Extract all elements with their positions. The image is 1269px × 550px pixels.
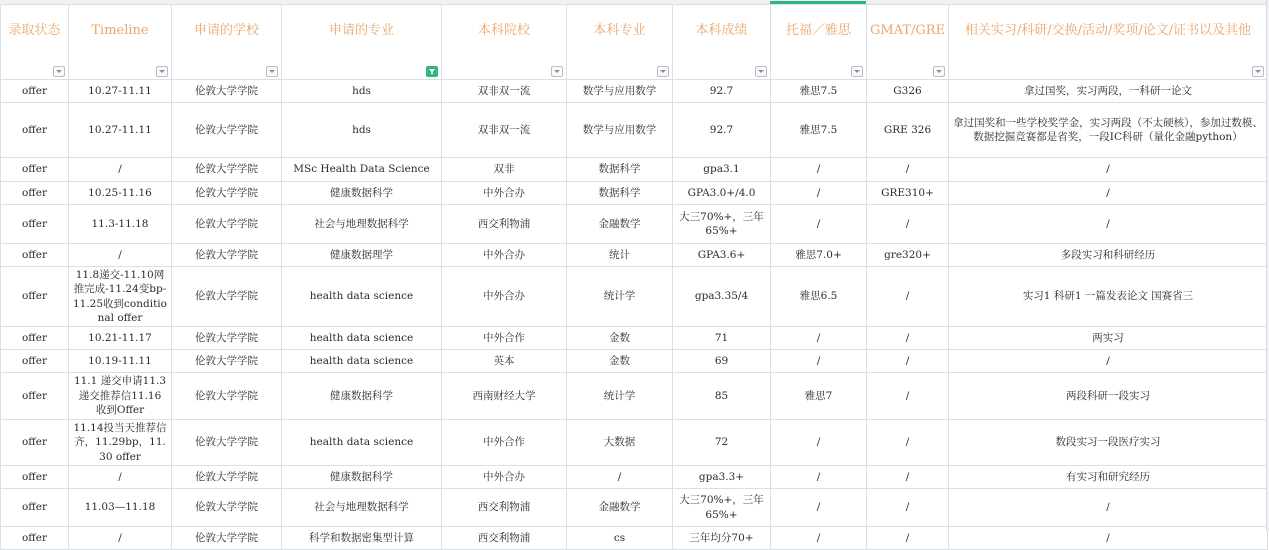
table-cell[interactable]: 伦敦大学学院: [172, 327, 282, 350]
table-cell[interactable]: 英本: [442, 350, 567, 373]
table-row: [1, 489, 1268, 527]
table-cell[interactable]: /: [949, 350, 1268, 373]
column-header[interactable]: [673, 5, 771, 80]
table-cell[interactable]: 统计: [567, 244, 673, 267]
table-cell[interactable]: 11.8递交-11.10网推完成-11.24变bp-11.25收到conditional offer: [69, 267, 172, 327]
filter-dropdown-icon[interactable]: [156, 66, 168, 77]
table-cell[interactable]: GPA3.6+: [673, 244, 771, 267]
table-cell[interactable]: /: [69, 466, 172, 489]
table-cell[interactable]: offer: [1, 350, 69, 373]
table-cell[interactable]: /: [69, 244, 172, 267]
table-cell[interactable]: offer: [1, 420, 69, 466]
column-header-label: 相关实习/科研/交换/活动/奖项/论文/证书以及其他: [964, 23, 1252, 38]
table-cell[interactable]: offer: [1, 244, 69, 267]
table-cell[interactable]: offer: [1, 373, 69, 420]
table-cell[interactable]: 金融数学: [567, 489, 673, 527]
table-cell[interactable]: /: [949, 158, 1268, 182]
table-row: [1, 103, 1268, 158]
table-cell[interactable]: 健康数据理学: [282, 244, 442, 267]
table-cell[interactable]: hds: [282, 103, 442, 158]
table-cell[interactable]: /: [867, 267, 949, 327]
table-cell[interactable]: 71: [673, 327, 771, 350]
filter-dropdown-icon[interactable]: [657, 66, 669, 77]
table-cell[interactable]: 雅思7.5: [771, 103, 867, 158]
column-header-label: 申请的专业: [328, 23, 394, 38]
table-cell[interactable]: gpa3.35/4: [673, 267, 771, 327]
table-cell[interactable]: 多段实习和科研经历: [949, 244, 1268, 267]
table-row: [1, 373, 1268, 420]
column-header-label: 录取状态: [8, 23, 61, 38]
table-cell[interactable]: cs: [567, 527, 673, 550]
table-cell[interactable]: 大数据: [567, 420, 673, 466]
filter-dropdown-icon[interactable]: [933, 66, 945, 77]
table-cell[interactable]: 西交利物浦: [442, 205, 567, 244]
column-header[interactable]: [69, 5, 172, 80]
table-cell[interactable]: /: [867, 373, 949, 420]
table-cell[interactable]: 金数: [567, 350, 673, 373]
table-cell[interactable]: 10.19-11.11: [69, 350, 172, 373]
table-cell[interactable]: 伦敦大学学院: [172, 373, 282, 420]
table-cell[interactable]: 85: [673, 373, 771, 420]
table-cell[interactable]: 社会与地理数据科学: [282, 489, 442, 527]
column-header-label: 本科成绩: [695, 23, 748, 38]
table-row: [1, 327, 1268, 350]
table-cell[interactable]: 两段科研一段实习: [949, 373, 1268, 420]
table-cell[interactable]: /: [771, 489, 867, 527]
table-cell[interactable]: 伦敦大学学院: [172, 158, 282, 182]
filter-dropdown-icon[interactable]: [851, 66, 863, 77]
table-cell[interactable]: 中外合办: [442, 182, 567, 205]
table-cell[interactable]: 实习1 科研1 一篇发表论文 国赛省三: [949, 267, 1268, 327]
table-cell[interactable]: 三年均分70+: [673, 527, 771, 550]
table-cell[interactable]: 大三70%+，三年65%+: [673, 489, 771, 527]
table-cell[interactable]: GPA3.0+/4.0: [673, 182, 771, 205]
table-cell[interactable]: health data science: [282, 350, 442, 373]
filter-dropdown-icon[interactable]: [1252, 66, 1264, 77]
table-cell[interactable]: 雅思6.5: [771, 267, 867, 327]
table-cell[interactable]: 中外合办: [442, 267, 567, 327]
table-cell[interactable]: 社会与地理数据科学: [282, 205, 442, 244]
filter-active-icon[interactable]: [426, 66, 438, 77]
table-cell[interactable]: 双非双一流: [442, 80, 567, 103]
table-cell[interactable]: 大三70%+，三年65%+: [673, 205, 771, 244]
table-cell[interactable]: 数段实习一段医疗实习: [949, 420, 1268, 466]
table-cell[interactable]: 金数: [567, 327, 673, 350]
table-cell[interactable]: gre320+: [867, 244, 949, 267]
table-cell[interactable]: offer: [1, 158, 69, 182]
table-row: [1, 420, 1268, 466]
table-cell[interactable]: 10.27-11.11: [69, 103, 172, 158]
table-cell[interactable]: /: [567, 466, 673, 489]
table-cell[interactable]: /: [771, 182, 867, 205]
column-header[interactable]: [172, 5, 282, 80]
table-cell[interactable]: offer: [1, 80, 69, 103]
table-cell[interactable]: offer: [1, 489, 69, 527]
table-cell[interactable]: /: [867, 158, 949, 182]
table-cell[interactable]: 11.14投当天推荐信齐，11.29bp，11.30 offer: [69, 420, 172, 466]
table-cell[interactable]: /: [771, 158, 867, 182]
table-cell[interactable]: /: [771, 466, 867, 489]
filter-dropdown-icon[interactable]: [266, 66, 278, 77]
table-row: [1, 267, 1268, 327]
table-cell[interactable]: /: [867, 205, 949, 244]
table-cell[interactable]: 伦敦大学学院: [172, 182, 282, 205]
column-header-label: Timeline: [91, 23, 149, 38]
filter-dropdown-icon[interactable]: [551, 66, 563, 77]
table-cell[interactable]: 中外合作: [442, 420, 567, 466]
table-cell[interactable]: 双非: [442, 158, 567, 182]
column-header-label: GMAT/GRE: [870, 23, 946, 38]
column-header-label: 申请的学校: [193, 23, 259, 38]
table-cell[interactable]: MSc Health Data Science: [282, 158, 442, 182]
column-header[interactable]: [567, 5, 673, 80]
table-cell[interactable]: offer: [1, 205, 69, 244]
table-cell[interactable]: 中外合作: [442, 327, 567, 350]
table-cell[interactable]: 雅思7: [771, 373, 867, 420]
table-cell[interactable]: offer: [1, 103, 69, 158]
table-cell[interactable]: /: [949, 182, 1268, 205]
table-cell[interactable]: 伦敦大学学院: [172, 103, 282, 158]
table-cell[interactable]: /: [771, 350, 867, 373]
table-cell[interactable]: /: [867, 350, 949, 373]
header-row: [1, 5, 1268, 80]
table-cell[interactable]: health data science: [282, 420, 442, 466]
table-cell[interactable]: 10.27-11.11: [69, 80, 172, 103]
table-cell[interactable]: 两实习: [949, 327, 1268, 350]
table-cell[interactable]: /: [69, 527, 172, 550]
table-cell[interactable]: 数学与应用数学: [567, 80, 673, 103]
table-cell[interactable]: /: [69, 158, 172, 182]
table-cell[interactable]: 10.21-11.17: [69, 327, 172, 350]
column-header[interactable]: [442, 5, 567, 80]
column-header[interactable]: [949, 5, 1268, 80]
column-header[interactable]: [771, 5, 867, 80]
column-header-label: 本科专业: [593, 23, 646, 38]
table-cell[interactable]: 数据科学: [567, 158, 673, 182]
table-cell[interactable]: 雅思7.0+: [771, 244, 867, 267]
table-cell[interactable]: 统计学: [567, 267, 673, 327]
table-cell[interactable]: 拿过国奖，实习两段，一科研一论文: [949, 80, 1268, 103]
table-cell[interactable]: 双非双一流: [442, 103, 567, 158]
table-cell[interactable]: 金融数学: [567, 205, 673, 244]
table-cell[interactable]: offer: [1, 466, 69, 489]
table-cell[interactable]: /: [867, 420, 949, 466]
table-cell[interactable]: 92.7: [673, 80, 771, 103]
table-cell[interactable]: 健康数据科学: [282, 373, 442, 420]
column-header[interactable]: [1, 5, 69, 80]
table-cell[interactable]: 西交利物浦: [442, 527, 567, 550]
table-cell[interactable]: 伦敦大学学院: [172, 350, 282, 373]
column-header-label: 托福／雅思: [785, 23, 851, 38]
filter-dropdown-icon[interactable]: [53, 66, 65, 77]
table-cell[interactable]: 69: [673, 350, 771, 373]
table-cell[interactable]: 伦敦大学学院: [172, 527, 282, 550]
table-cell[interactable]: 伦敦大学学院: [172, 244, 282, 267]
column-header[interactable]: [867, 5, 949, 80]
table-cell[interactable]: 雅思7.5: [771, 80, 867, 103]
table-row: [1, 350, 1268, 373]
table-cell[interactable]: offer: [1, 527, 69, 550]
table-row: [1, 182, 1268, 205]
table-cell[interactable]: health data science: [282, 327, 442, 350]
table-cell[interactable]: 健康数据科学: [282, 466, 442, 489]
table-cell[interactable]: 伦敦大学学院: [172, 267, 282, 327]
table-cell[interactable]: G326: [867, 80, 949, 103]
table-cell[interactable]: 中外合办: [442, 244, 567, 267]
table-cell[interactable]: /: [771, 327, 867, 350]
table-cell[interactable]: 科学和数据密集型计算: [282, 527, 442, 550]
table-cell[interactable]: 拿过国奖和一些学校奖学金，实习两段（不太硬核），参加过数模、数据挖掘竞赛都是省奖，一段IC科研（量化金融python）: [949, 103, 1268, 158]
table-cell[interactable]: 统计学: [567, 373, 673, 420]
table-cell[interactable]: offer: [1, 327, 69, 350]
spreadsheet-grid: [0, 4, 1268, 550]
table-cell[interactable]: 92.7: [673, 103, 771, 158]
table-cell[interactable]: /: [867, 327, 949, 350]
column-header[interactable]: [282, 5, 442, 80]
table-cell[interactable]: 伦敦大学学院: [172, 489, 282, 527]
table-cell[interactable]: /: [771, 205, 867, 244]
table-cell[interactable]: 11.3-11.18: [69, 205, 172, 244]
table-row: [1, 205, 1268, 244]
table-row: [1, 466, 1268, 489]
table-cell[interactable]: /: [771, 420, 867, 466]
table-cell[interactable]: /: [867, 527, 949, 550]
table-row: [1, 244, 1268, 267]
table-cell[interactable]: 伦敦大学学院: [172, 466, 282, 489]
table-cell[interactable]: 10.25-11.16: [69, 182, 172, 205]
table-row: [1, 80, 1268, 103]
table-cell[interactable]: /: [867, 466, 949, 489]
table-cell[interactable]: /: [949, 527, 1268, 550]
table-row: [1, 527, 1268, 550]
table-cell[interactable]: 数据科学: [567, 182, 673, 205]
table-cell[interactable]: 有实习和研究经历: [949, 466, 1268, 489]
table-cell[interactable]: 11.1 递交申请11.3 递交推荐信11.16 收到Offer: [69, 373, 172, 420]
table-cell[interactable]: hds: [282, 80, 442, 103]
table-cell[interactable]: GRE 326: [867, 103, 949, 158]
filter-dropdown-icon[interactable]: [755, 66, 767, 77]
table-cell[interactable]: /: [949, 205, 1268, 244]
table-row: [1, 158, 1268, 182]
table-cell[interactable]: 伦敦大学学院: [172, 420, 282, 466]
table-cell[interactable]: 中外合办: [442, 466, 567, 489]
column-header-label: 本科院校: [477, 23, 530, 38]
table-cell[interactable]: /: [949, 489, 1268, 527]
table-cell[interactable]: 伦敦大学学院: [172, 80, 282, 103]
table-cell[interactable]: 西南财经大学: [442, 373, 567, 420]
table-cell[interactable]: 伦敦大学学院: [172, 205, 282, 244]
table-cell[interactable]: offer: [1, 267, 69, 327]
table-cell[interactable]: health data science: [282, 267, 442, 327]
table-cell[interactable]: 数学与应用数学: [567, 103, 673, 158]
table-cell[interactable]: /: [867, 489, 949, 527]
table-cell[interactable]: offer: [1, 182, 69, 205]
table-cell[interactable]: 健康数据科学: [282, 182, 442, 205]
table-cell[interactable]: 西交利物浦: [442, 489, 567, 527]
table-cell[interactable]: 11.03—11.18: [69, 489, 172, 527]
table-cell[interactable]: 72: [673, 420, 771, 466]
table-cell[interactable]: /: [771, 527, 867, 550]
table-cell[interactable]: gpa3.3+: [673, 466, 771, 489]
table-cell[interactable]: gpa3.1: [673, 158, 771, 182]
table-cell[interactable]: GRE310+: [867, 182, 949, 205]
